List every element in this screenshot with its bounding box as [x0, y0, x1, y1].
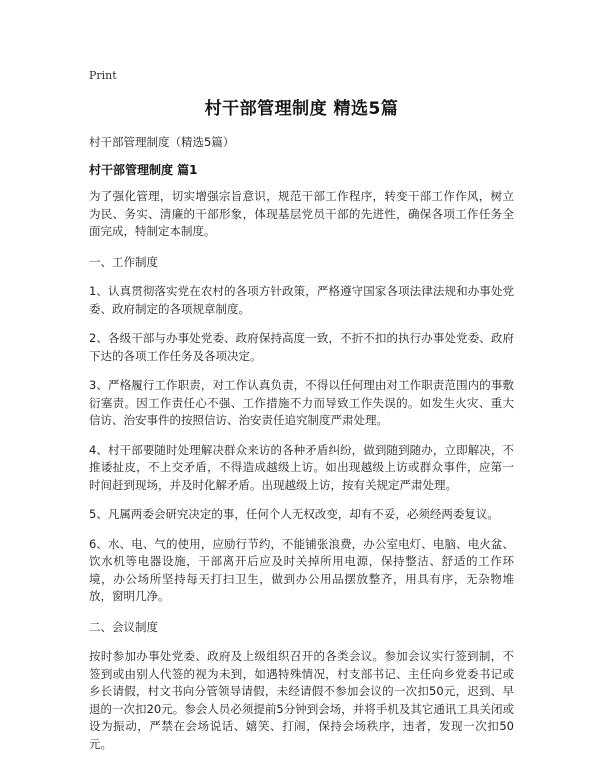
print-label: Print: [89, 69, 117, 82]
work-system-heading: 一、工作制度: [89, 254, 158, 269]
intro-paragraph: 为了强化管理，切实增强宗旨意识，规范干部工作程序，转变干部工作作风，树立为民、务实、清廉的干部形象，体现基层党员干部的先进性，确保各项工作任务全面完成，特制定本制度。: [89, 189, 514, 238]
work-item-4: 4、村干部要随时处理解决群众来访的各种矛盾纠纷，做到随到随办，立即解决，不推诿扯皮，不上交矛盾，不得造成越级上访。如出现越级上访或群众事件，应第一时间赶到现场，并及时化解矛盾。出现越级上访，按有关规定严肃处理。: [89, 442, 514, 492]
work-item-3: 3、严格履行工作职责，对工作认真负责，不得以任何理由对工作职责范围内的事敷衍塞责。因工作责任心不强、工作措施不力而导致工作失误的。如发生火灾、重大信访、治安事件的按照信访、治安责任追究制度严肃处理。: [89, 378, 514, 427]
section-heading: 村干部管理制度 篇1: [89, 163, 198, 177]
work-item-5: 5、凡属两委会研究决定的事，任何个人无权改变，却有不妥，必须经两委复议。: [89, 507, 499, 521]
work-item-2: 2、各级干部与办事处党委、政府保持高度一致，不折不扣的执行办事处党委、政府下达的各项工作任务及各项决定。: [89, 331, 514, 363]
meeting-item-1: 按时参加办事处党委、政府及上级组织召开的各类会议。参加会议实行签到制，不签到或由别人代签的视为未到，如遇特殊情况，村支部书记、主任向乡党委书记或乡长请假，村文书向分管领导请假，未经请假不参加会议的一次扣50元，迟到、早退的一次扣20元。参会人员必须提前5分钟到会场，并将手机及其它通讯工具关闭或设为振动，严禁在会场说话、嬉笑、打闹，保持会场秩序，违者，发现一次扣50元。: [89, 649, 514, 751]
work-item-6: 6、水、电、气的使用，应励行节约，不能铺张浪费，办公室电灯、电脑、电火盆、饮水机等电器设施，干部离开后应及时关掉所用电源，保持整洁、舒适的工作环境，办公场所坚持每天打扫卫生，做到办公用品摆放整齐，用具有序，无杂物堆放，窗明几净。: [89, 536, 514, 603]
document-subtitle: 村干部管理制度（精选5篇）: [89, 135, 235, 149]
document-title: 村干部管理制度 精选5篇: [204, 99, 399, 119]
work-item-1: 1、认真贯彻落实党在农村的各项方针政策，严格遵守国家各项法律法规和办事处党委、政府制定的各项规章制度。: [89, 284, 514, 316]
meeting-system-heading: 二、会议制度: [89, 619, 158, 634]
